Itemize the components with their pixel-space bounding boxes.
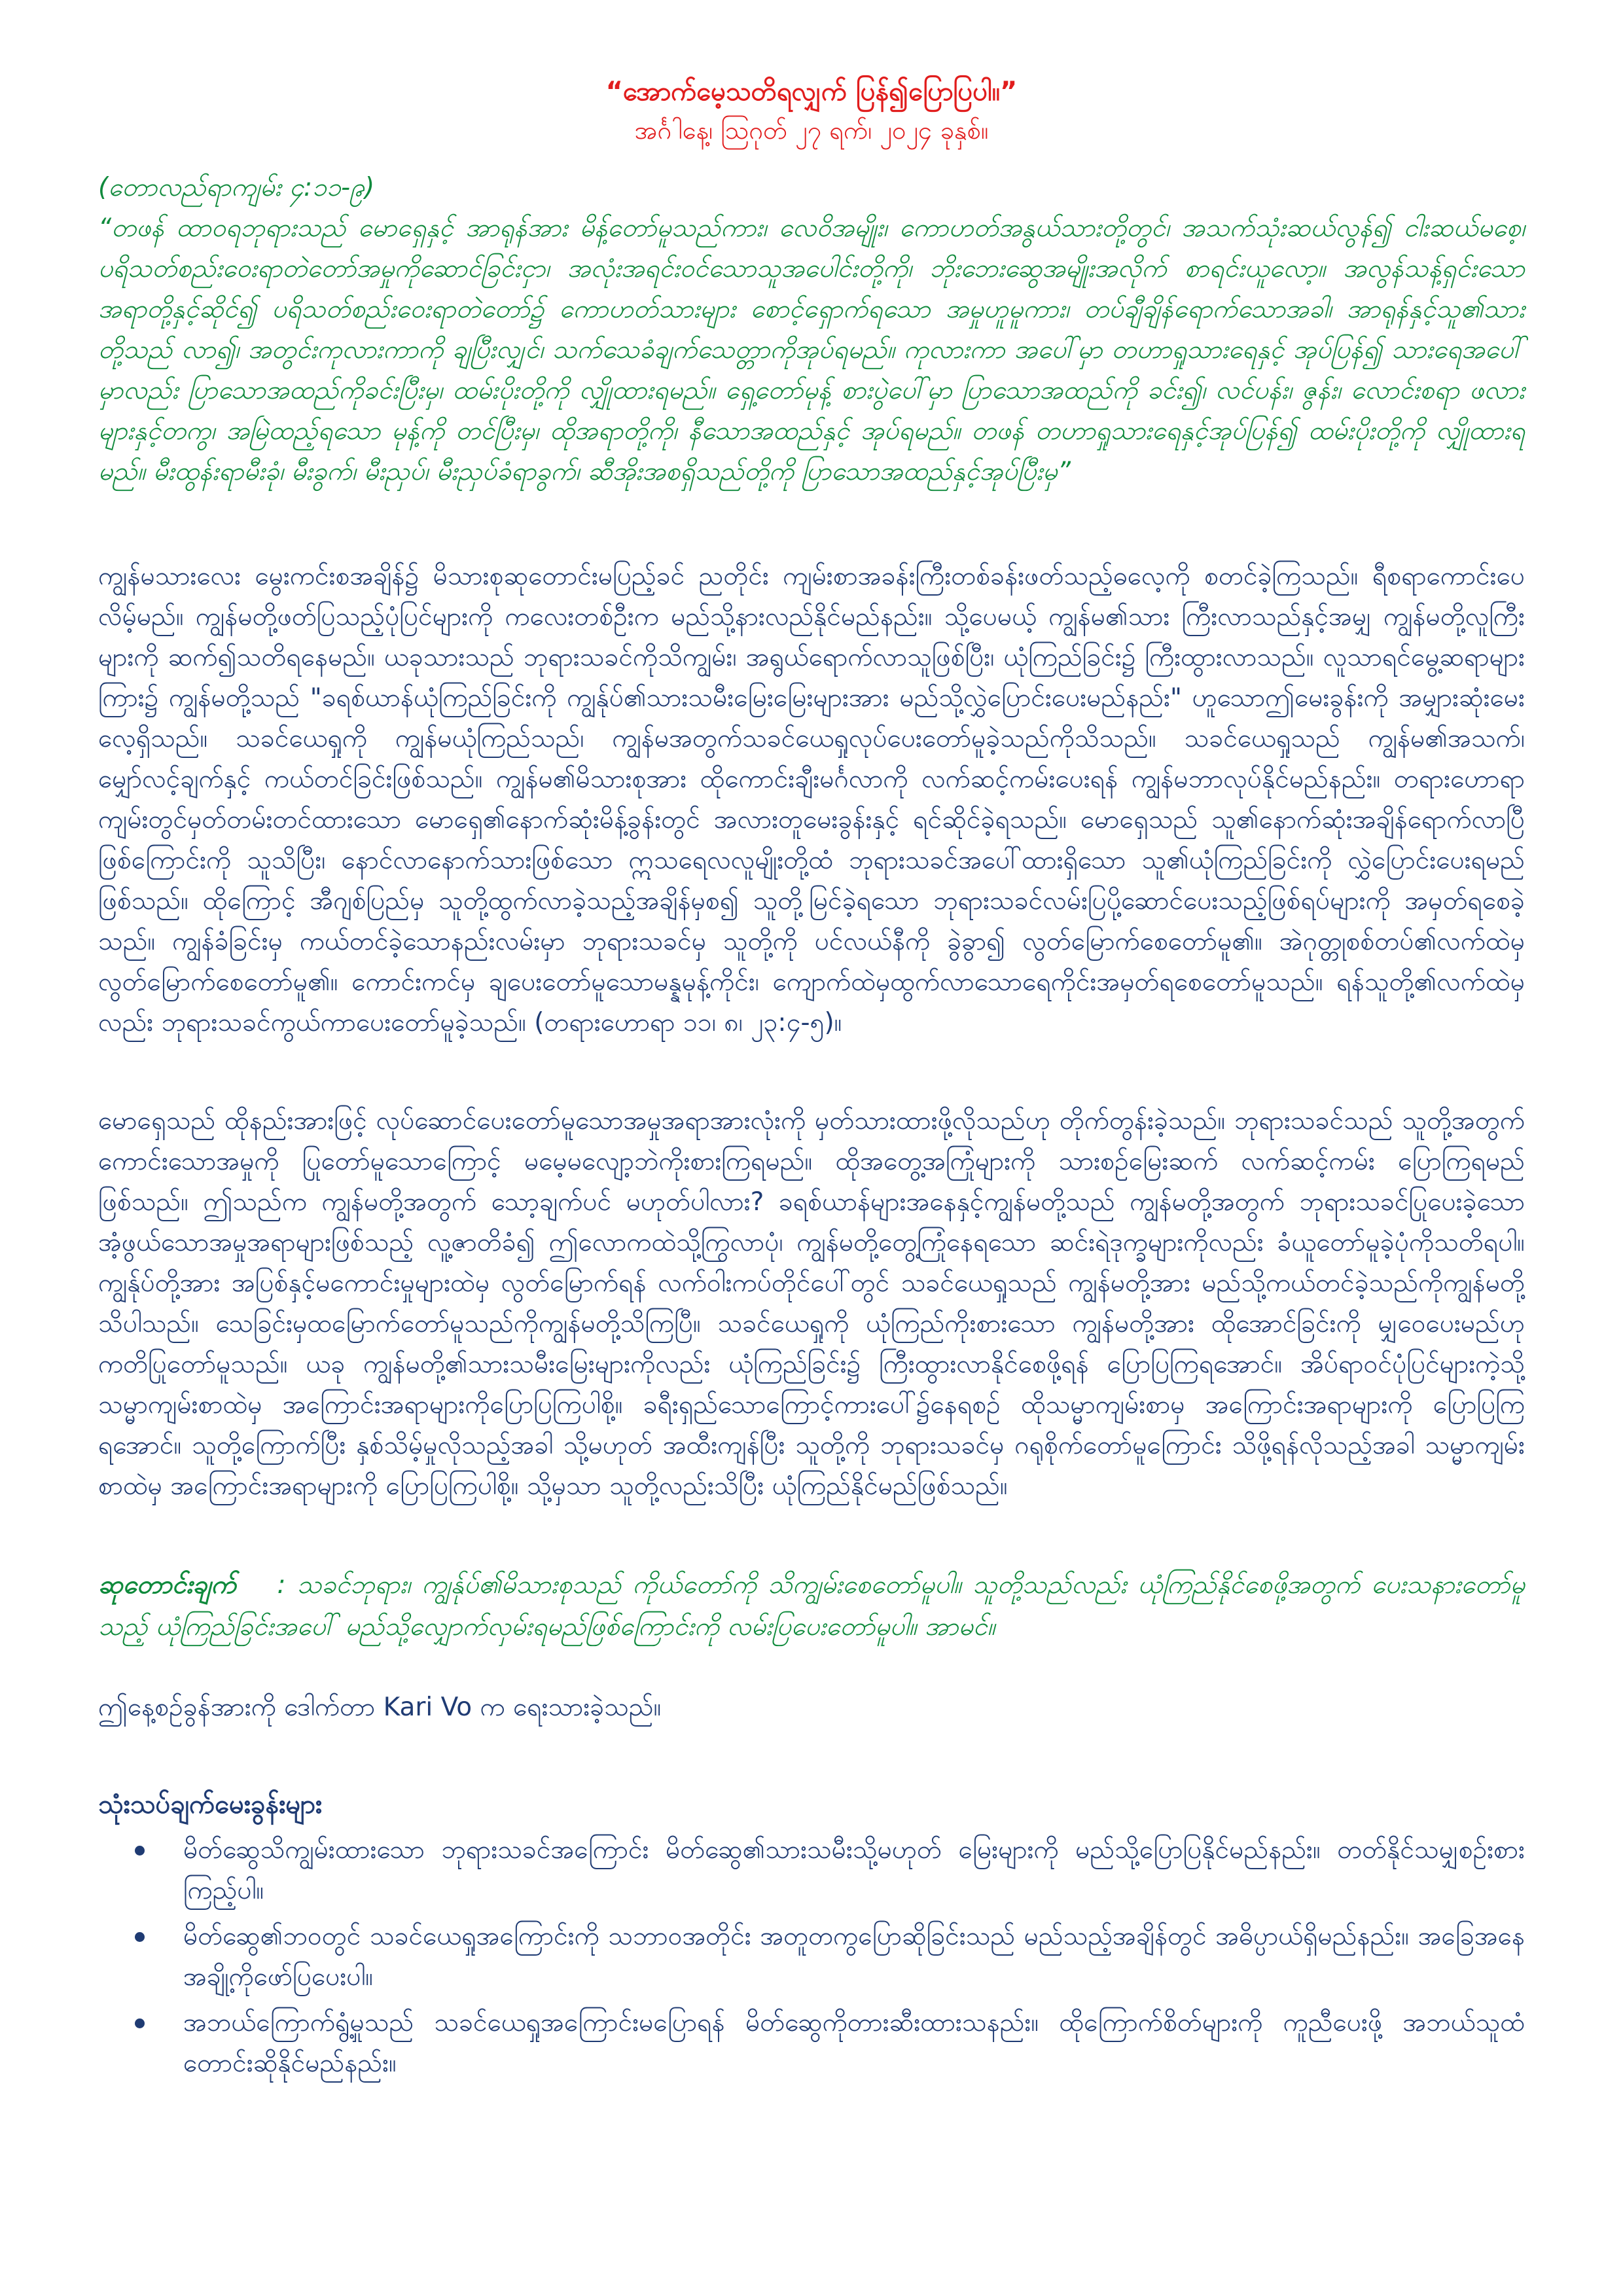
- prayer-colon: :: [277, 1570, 286, 1600]
- reflection-questions-title: သုံးသပ်ချက်မေးခွန်းများ: [98, 1789, 323, 1820]
- body-paragraph-2: မောရှေသည် ထိုနည်းအားဖြင့် လုပ်ဆောင်ပေးတော်မူသောအမှုအရာအားလုံးကို မှတ်သားထားဖို့လိုသည်ဟု တိုက်တွန်းခဲ့သည်။ ဘုရားသခင်သည် သူတို့အတွက် ကောင်းသောအမှုကို ပြုတော်မူသောကြောင့် မမေ့မလျော့ဘဲကိုးစားကြရမည်။ ထိုအတွေ့အကြုံများကို သားစဉ်မြေးဆက် လက်ဆင့်ကမ်း ပြောကြရမည်ဖြစ်သည်။ ဤသည်က ကျွန်မတို့အတွက် သော့ချက်ပင် မဟုတ်ပါလား? ခရစ်ယာန်များအနေနှင့်ကျွန်မတို့သည် ကျွန်မတို့အတွက် ဘုရားသခင်ပြုပေးခဲ့သော အံ့ဖွယ်သောအမှုအရာများဖြစ်သည့် လူ့ဇာတိခံ၍ ဤလောကထဲသို့ကြွလာပုံ၊ ကျွန်မတို့တွေ့ကြုံနေရသော ဆင်းရဲဒုက္ခများကိုလည်း ခံယူတော်မူခဲ့ပုံကိုသတိရပါ။ ကျွန်ုပ်တို့အား အပြစ်နှင့်မကောင်းမှုများထဲမှ လွတ်မြောက်ရန် လက်ဝါးကပ်တိုင်ပေါ်တွင် သခင်ယေရှုသည် ကျွန်မတို့အား မည်သို့ကယ်တင်ခဲ့သည်ကိုကျွန်မတို့ သိပါသည်။ သေခြင်းမှထမြောက်တော်မူသည်ကိုကျွန်မတို့သိကြပြီ။ သခင်ယေရှုကို ယုံကြည်ကိုးစားသော ကျွန်မတို့အား ထိုအောင်ခြင်းကို မျှဝေပေးမည်ဟု ကတိပြုတော်မူသည်။ ယခု ကျွန်မတို့၏သားသမီးမြေးများကိုလည်း ယုံကြည်ခြင်း၌ ကြီးထွားလာနိုင်စေဖို့ရန် ပြောပြကြရအောင်။ အိပ်ရာဝင်ပုံပြင်များကဲ့သို့ သမ္မာကျမ်းစာထဲမှ အကြောင်းအရာများကိုပြောပြကြပါစို့။ ခရီးရှည်သောကြောင့်ကားပေါ်၌နေရစဉ် ထိုသမ္မာကျမ်းစာမှ အကြောင်းအရာများကို ပြောပြကြရအောင်။ သူတို့ကြောက်ပြီး နှစ်သိမ့်မှုလိုသည့်အခါ သို့မဟုတ် အထီးကျန်ပြီး သူတို့ကို ဘုရားသခင်မှ ဂရုစိုက်တော်မူကြောင်း သိဖို့ရန်လိုသည့်အခါ သမ္မာကျမ်းစာထဲမှ အကြောင်းအရာများကို ပြောပြကြပါစို့။ သို့မှသာ သူတို့လည်းသိပြီး ယုံကြည်နိုင်မည်ဖြစ်သည်။: [98, 1106, 1525, 1501]
- devotional-date: အင်္ဂါနေ့၊ ဩဂုတ် ၂၇ ရက်၊ ၂၀၂၄ ခုနှစ်။: [634, 116, 989, 145]
- prayer-label: ဆုတောင်းချက်: [98, 1570, 236, 1600]
- reflection-question: [98, 2003, 1525, 2084]
- scripture-reference: (တောလည်ရာကျမ်း ၄:၁၁-၉): [98, 173, 375, 202]
- author-credit: ဤနေ့စဉ်ခွန်အားကို ဒေါက်တာ Kari Vo က ရေးသားခဲ့သည်။: [98, 1693, 662, 1722]
- reflection-question: [98, 1916, 1525, 1998]
- devotional-title: “အောက်မေ့သတိရလျှက် ပြန်၍ပြောပြပါ။”: [605, 77, 1018, 107]
- reflection-questions-list: [98, 1830, 1525, 2084]
- scripture-text: “တဖန် ထာဝရဘုရားသည် မောရှေနှင့် အာရုန်အား မိန့်တော်မူသည်ကား၊ လေဝိအမျိုး၊ ကောဟတ်အနွယ်သားတို့တွင်၊ အသက်သုံးဆယ်လွန်၍ ငါးဆယ်မစေ့၊ ပရိသတ်စည်းဝေးရာတဲတော်အမှုကိုဆောင်ခြင်းငှာ၊ အလုံးအရင်းဝင်သောသူအပေါင်းတို့ကို၊ ဘိုးဘေးဆွေအမျိုးအလိုက် စာရင်းယူလော့။ အလွန်သန့်ရှင်းသော အရာတို့နှင့်ဆိုင်၍ ပရိသတ်စည်းဝေးရာတဲတော်၌ ကောဟတ်သားများ စောင့်ရှောက်ရသော အမှုဟူမူကား၊ တပ်ချီချိန်ရောက်သောအခါ၊ အာရုန်နှင့်သူ၏သားတို့သည် လာ၍၊ အတွင်းကုလားကာကို ချပြီးလျှင်၊ သက်သေခံချက်သေတ္တာကိုအုပ်ရမည်။ ကုလားကာ အပေါ်မှာ တဟာရှုသားရေနှင့် အုပ်ပြန်၍ သားရေအပေါ်မှာလည်း ပြာသောအထည်ကိုခင်းပြီးမှ၊ ထမ်းပိုးတို့ကို လျှိုထားရမည်။ ရှေ့တော်မုန့် စားပွဲပေါ်မှာ ပြာသောအထည်ကို ခင်း၍၊ လင်ပန်း၊ ဇွန်း၊ လောင်းစရာ ဖလားများနှင့်တကွ၊ အမြဲထည့်ရသော မုန့်ကို တင်ပြီးမှ၊ ထိုအရာတို့ကို၊ နီသောအထည်နှင့် အုပ်ရမည်။ တဖန် တဟာရှုသားရေနှင့်အုပ်ပြန်၍ ထမ်းပိုးတို့ကို လျှိုထားရမည်။ မီးထွန်းရာမီးခုံ၊ မီးခွက်၊ မီးညှပ်၊ မီးညှပ်ခံရာခွက်၊ ဆီအိုးအစရှိသည်တို့ကို ပြာသောအထည်နှင့်အုပ်ပြီးမှ”: [98, 213, 1525, 486]
- body-paragraph-1: ကျွန်မသားလေး မွေးကင်းစအချိန်၌ မိသားစုဆုတောင်းမပြည့်ခင် ညတိုင်း ကျမ်းစာအခန်းကြီးတစ်ခန်းဖတ်သည့်ဓလေ့ကို စတင်ခဲ့ကြသည်။ ရီစရာကောင်းပေလိမ့်မည်။ ကျွန်မတို့ဖတ်ပြသည့်ပုံပြင်များကို ကလေးတစ်ဦးက မည်သို့နားလည်နိုင်မည်နည်း။ သို့ပေမယ့် ကျွန်မ၏သား ကြီးလာသည်နှင့်အမျှ ကျွန်မတို့လူကြီးများကို ဆက်၍သတိရနေမည်။ ယခုသားသည် ဘုရားသခင်ကိုသိကျွမ်း၊ အရွယ်ရောက်လာသူဖြစ်ပြီး၊ ယုံကြည်ခြင်း၌ ကြီးထွားလာသည်။ လူသာရင်မွေ့ဆရာများကြား၌ ကျွန်မတို့သည် "ခရစ်ယာန်ယုံကြည်ခြင်းကို ကျွန်ုပ်၏သားသမီးမြေးမြေးများအား မည်သို့လွှဲပြောင်းပေးမည်နည်း" ဟူသောဤမေးခွန်းကို အမျှားဆုံးမေးလေ့ရှိသည်။ သခင်ယေရှုကို ကျွန်မယုံကြည်သည်၊ ကျွန်မအတွက်သခင်ယေရှုလုပ်ပေးတော်မူခဲ့သည်ကိုသိသည်။ သခင်ယေရှုသည် ကျွန်မ၏အသက်၊ မျှော်လင့်ချက်နှင့် ကယ်တင်ခြင်းဖြစ်သည်။ ကျွန်မ၏မိသားစုအား ထိုကောင်းချီးမင်္ဂလာကို လက်ဆင့်ကမ်းပေးရန် ကျွန်မဘာလုပ်နိုင်မည်နည်း။ တရားဟောရာကျမ်းတွင်မှတ်တမ်းတင်ထားသော မောရှေ၏နောက်ဆုံးမိန့်ခွန်းတွင် အလားတူမေးခွန်းနှင့် ရင်ဆိုင်ခဲ့ရသည်။ မောရှေသည် သူ၏နောက်ဆုံးအချိန်ရောက်လာပြီဖြစ်ကြောင်းကို သူသိပြီး၊ နောင်လာနောက်သားဖြစ်သော ဣသရေလလူမျိုးတို့ထံ ဘုရားသခင်အပေါ်ထားရှိသော သူ၏ယုံကြည်ခြင်းကို လွှဲပြောင်းပေးရမည်ဖြစ်သည်။ ထိုကြောင့် အီဂျစ်ပြည်မှ သူတို့ထွက်လာခဲ့သည့်အချိန်မှစ၍ သူတို့မြင်ခဲ့ရသော ဘုရားသခင်လမ်းပြပို့ဆောင်ပေးသည့်ဖြစ်ရပ်များကို အမှတ်ရစေခဲ့သည်။ ကျွန်ခံခြင်းမှ ကယ်တင်ခဲ့သောနည်းလမ်းမှာ ဘုရားသခင်မှ သူတို့ကို ပင်လယ်နီကို ခွဲခွာ၍ လွတ်မြောက်စေတော်မူ၏။ အဲဂုတ္တုစစ်တပ်၏လက်ထဲမှ လွတ်မြောက်စေတော်မူ၏။ ကောင်းကင်မှ ချပေးတော်မူသောမန္နမုန့်ကိုင်း၊ ကျောက်ထဲမှထွက်လာသောရေကိုင်းအမှတ်ရစေတော်မူသည်။ ရန်သူတို့၏လက်ထဲမှလည်း ဘုရားသခင်ကွယ်ကာပေးတော်မူခဲ့သည်။ (တရားဟောရာ ၁၁၊ ၈၊ ၂၃:၄-၅)။: [98, 562, 1525, 1037]
- page-content: [98, 72, 1525, 2089]
- reflection-question-text: မိတ်ဆွေသိကျွမ်းထားသော ဘုရားသခင်အကြောင်း မိတ်ဆွေ၏သားသမီးသို့မဟုတ် မြေးများကို မည်သို့ပြောပြနိုင်မည်နည်း။ တတ်နိုင်သမျှစဉ်းစားကြည့်ပါ။: [183, 1835, 1525, 1905]
- prayer-text: သခင်ဘုရား၊ ကျွန်ုပ်၏မိသားစုသည် ကိုယ်တော်ကို သိကျွမ်းစေတော်မူပါ။ သူတို့သည်လည်း ယုံကြည်နိုင်စေဖို့အတွက် ပေးသနားတော်မူသည့် ယုံကြည်ခြင်းအပေါ် မည်သို့လျှောက်လှမ်းရမည်ဖြစ်ကြောင်းကို လမ်းပြပေးတော်မူပါ။ အာမင်။: [98, 1570, 1525, 1641]
- prayer-block: [98, 1564, 1525, 1648]
- bullet-icon: [135, 1932, 145, 1942]
- reflection-question-text: အဘယ်ကြောက်ရွံ့မှုသည် သခင်ယေရှုအကြောင်းမပြောရန် မိတ်ဆွေကိုတားဆီးထားသနည်း။ ထိုကြောက်စိတ်များကို ကူညီပေးဖို့ အဘယ်သူထံ တောင်းဆိုနိုင်မည်နည်း။: [183, 2008, 1525, 2078]
- bullet-icon: [135, 1846, 145, 1856]
- bullet-icon: [135, 2018, 145, 2028]
- reflection-question-text: မိတ်ဆွေ၏ဘဝတွင် သခင်ယေရှုအကြောင်းကို သဘာဝအတိုင်း အတူတကွပြောဆိုခြင်းသည် မည်သည့်အချိန်တွင် အဓိပ္ပာယ်ရှိမည်နည်း။ အခြေအနေအချို့ကိုဖော်ပြပေးပါ။: [183, 1922, 1525, 1992]
- reflection-question: [98, 1830, 1525, 1911]
